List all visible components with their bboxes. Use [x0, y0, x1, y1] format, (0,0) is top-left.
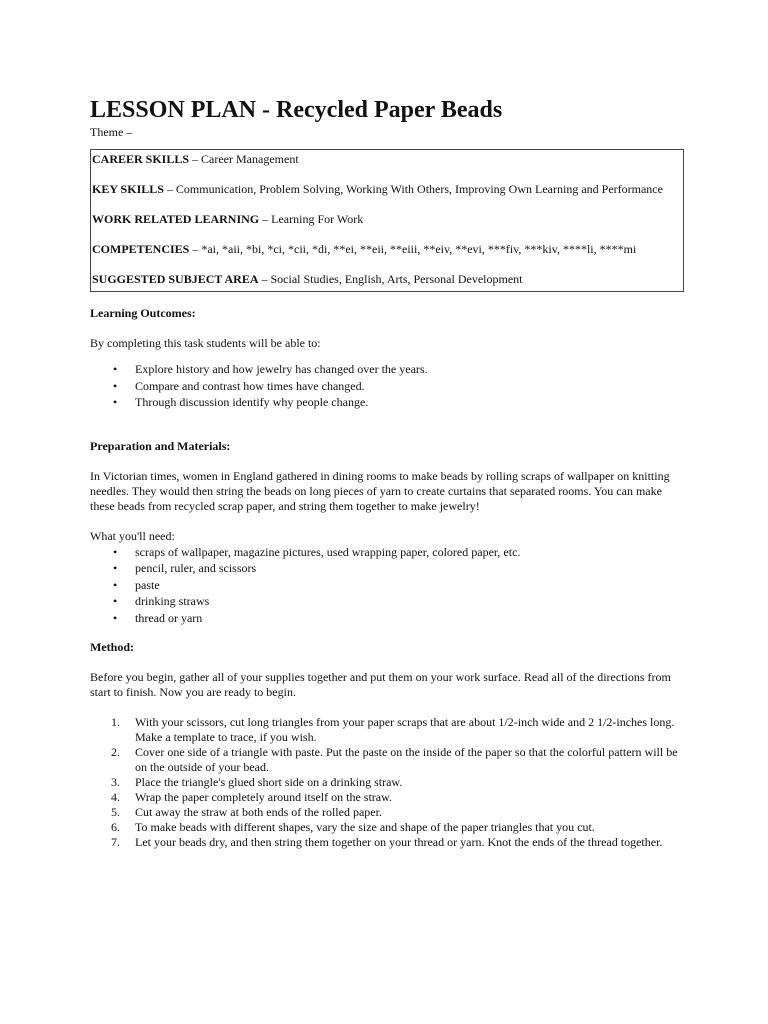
subject-area-value: – Social Studies, English, Arts, Personal Development: [258, 272, 523, 286]
step-text: With your scissors, cut long triangles from your paper scraps that are about 1/2-inch wide and 2 1/2-inches long. Make a template to trace, if you wish.: [135, 715, 675, 744]
bullet-icon: •: [113, 577, 118, 592]
list-item: [90, 790, 684, 805]
subject-area-label: SUGGESTED SUBJECT AREA: [92, 272, 259, 286]
list-item-text: Explore history and how jewelry has changed over the years.: [135, 362, 428, 376]
materials-list: [90, 544, 684, 627]
bullet-icon: •: [113, 544, 118, 559]
step-text: Wrap the paper completely around itself on the straw.: [135, 790, 392, 804]
competencies-value: – *ai, *aii, *bi, *ci, *cii, *di, **ei, **eii, **eiii, **eiv, **evi, ***fiv, ***kiv, ****li, ****mi: [189, 242, 637, 256]
list-item: [90, 560, 684, 577]
list-item: [90, 361, 684, 378]
preparation-paragraph: In Victorian times, women in England gathered in dining rooms to make beads by rolling scraps of wallpaper on knitting needles. They would then string the beads on long pieces of yarn to create curtains that separated rooms. You can make these beads from recycled scrap paper, and string them together to make jewelry!: [90, 468, 670, 513]
list-item-text: drinking straws: [135, 594, 210, 608]
bullet-icon: •: [113, 561, 118, 575]
step-number: 2.: [111, 745, 120, 759]
step-number: 3.: [111, 775, 120, 789]
list-item: [90, 593, 684, 610]
list-item-text: paste: [135, 577, 160, 592]
bullet-icon: •: [113, 395, 118, 409]
learning-outcomes-heading: Learning Outcomes:: [90, 306, 196, 320]
list-item: [90, 775, 684, 790]
learning-outcomes-list: [90, 361, 684, 411]
page-title: LESSON PLAN - Recycled Paper Beads: [90, 97, 503, 123]
subject-area-row: [92, 272, 683, 287]
bullet-icon: •: [113, 378, 118, 393]
work-related-learning-row: [92, 212, 683, 227]
step-number: 5.: [111, 805, 120, 819]
bullet-icon: •: [113, 362, 118, 376]
list-item-text: scraps of wallpaper, magazine pictures, used wrapping paper, colored paper, etc.: [135, 544, 521, 559]
list-item: [90, 715, 684, 745]
list-item: [90, 835, 684, 850]
document-content: [90, 96, 684, 850]
step-number: 4.: [111, 790, 120, 804]
list-item: [90, 820, 684, 835]
list-item-text: thread or yarn: [135, 610, 203, 625]
list-item: [90, 577, 684, 594]
list-item: [90, 745, 684, 775]
list-item: [90, 378, 684, 395]
method-intro: Before you begin, gather all of your supplies together and put them on your work surface. Read all of the directions from start to finish. Now you are ready to begin.: [90, 670, 671, 699]
key-skills-label: KEY SKILLS: [92, 182, 164, 196]
step-text: Let your beads dry, and then string them together on your thread or yarn. Knot the ends of the thread together.: [135, 835, 663, 849]
step-number: 6.: [111, 820, 120, 834]
list-item: [90, 394, 684, 411]
list-item-text: Through discussion identify why people change.: [135, 395, 369, 409]
career-skills-row: [92, 152, 683, 167]
step-text: Place the triangle's glued short side on a drinking straw.: [135, 775, 403, 789]
competencies-label: COMPETENCIES: [92, 242, 190, 256]
work-related-learning-label: WORK RELATED LEARNING: [92, 212, 260, 226]
career-skills-label: CAREER SKILLS: [92, 152, 190, 166]
list-item-text: Compare and contrast how times have changed.: [135, 378, 365, 393]
step-text: Cover one side of a triangle with paste. Put the paste on the inside of the paper so that the colorful pattern will be on the outside of your bead.: [135, 745, 678, 774]
key-skills-value: – Communication, Problem Solving, Working With Others, Improving Own Learning and Performance: [163, 182, 663, 196]
list-item: [90, 610, 684, 627]
list-item-text: pencil, ruler, and scissors: [135, 561, 257, 575]
preparation-heading: Preparation and Materials:: [90, 438, 231, 453]
what-you-need-label: What you'll need:: [90, 528, 175, 543]
career-skills-value: – Career Management: [189, 152, 299, 166]
bullet-icon: •: [113, 610, 118, 625]
step-number: 7.: [111, 835, 120, 849]
learning-outcomes-intro: By completing this task students will be able to:: [90, 336, 321, 350]
list-item: [90, 544, 684, 561]
step-text: To make beads with different shapes, vary the size and shape of the paper triangles that you cut.: [135, 820, 595, 834]
bullet-icon: •: [113, 594, 118, 608]
competencies-row: [92, 242, 683, 257]
summary-box: [90, 149, 684, 292]
key-skills-row: [92, 182, 683, 197]
step-text: Cut away the straw at both ends of the rolled paper.: [135, 805, 382, 819]
step-number: 1.: [111, 715, 120, 729]
list-item: [90, 805, 684, 820]
work-related-learning-value: – Learning For Work: [259, 212, 364, 226]
theme-line: Theme –: [90, 125, 133, 139]
method-heading: Method:: [90, 640, 134, 654]
method-steps-list: [90, 715, 684, 850]
